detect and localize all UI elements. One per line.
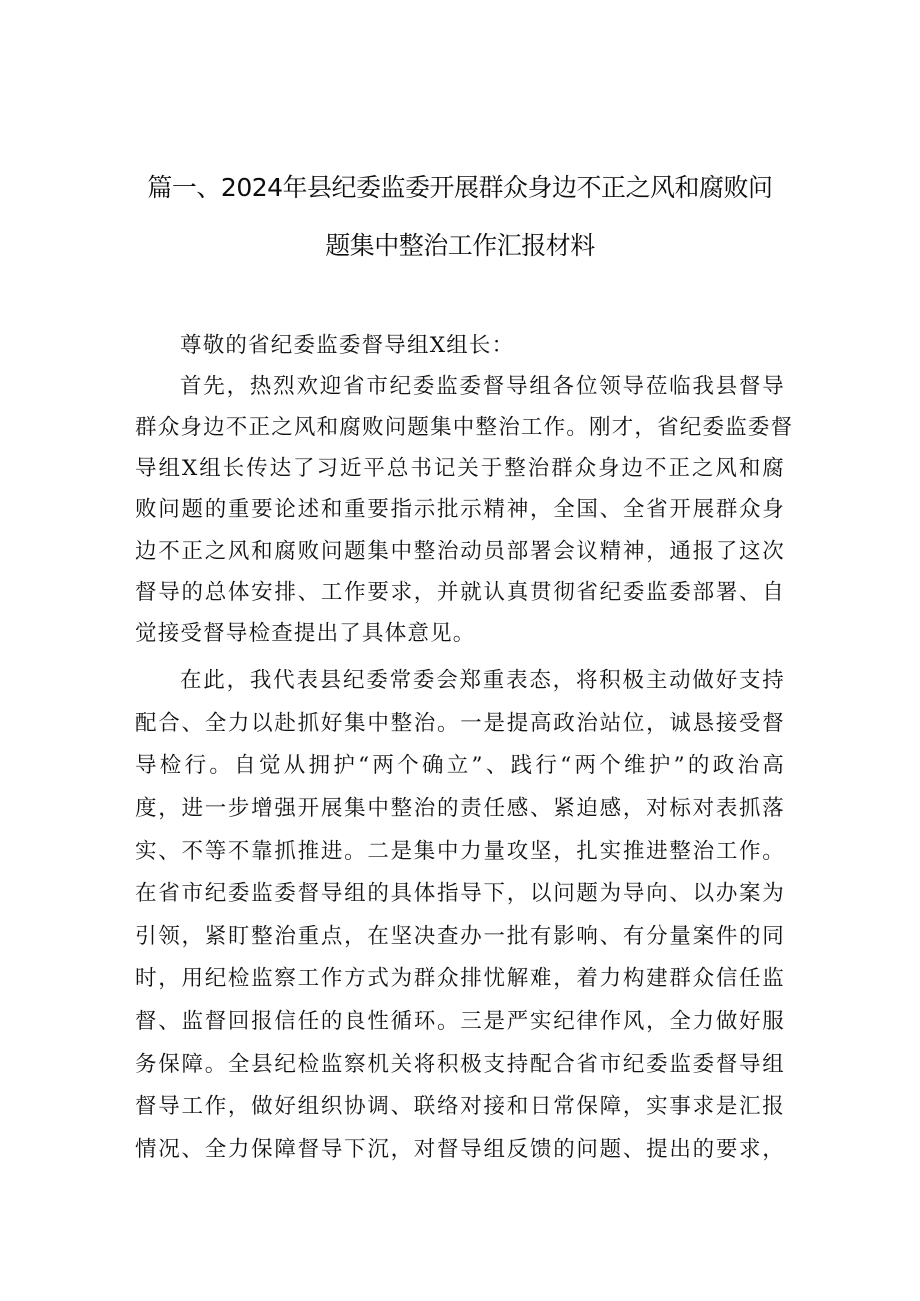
- document-title-line-2: 题集中整治工作汇报材料: [325, 231, 595, 260]
- paragraph-1-line: 败问题的重要论述和重要指示批示精神，全国、全省开展群众身: [135, 497, 785, 522]
- document-title-line-1: 篇一、2024年县纪委监委开展群众身边不正之风和腐败问: [147, 173, 773, 202]
- paragraph-1-line: 首先，热烈欢迎省市纪委监委督导组各位领导莅临我县督导: [180, 374, 785, 399]
- paragraph-2-line: 时，用纪检监察工作方式为群众排忧解难，着力构建群众信任监: [135, 966, 785, 991]
- paragraph-2-line: 督、监督回报信任的良性循环。三是严实纪律作风，全力做好服: [135, 1009, 785, 1034]
- paragraph-2-line: 实、不等不靠抓推进。二是集中力量攻坚，扎实推进整治工作。: [135, 839, 785, 864]
- paragraph-2-line: 在省市纪委监委督导组的具体指导下，以问题为导向、以办案为: [135, 881, 785, 906]
- paragraph-1-line: 觉接受督导检查提出了具体意见。: [135, 621, 476, 646]
- paragraph-1-line: 导组X组长传达了习近平总书记关于整治群众身边不正之风和腐: [135, 456, 785, 481]
- paragraph-1-line: 边不正之风和腐败问题集中整治动员部署会议精神，通报了这次: [135, 539, 785, 564]
- paragraph-2-line: 在此，我代表县纪委常委会郑重表态，将积极主动做好支持: [180, 668, 785, 693]
- paragraph-2-line: 务保障。全县纪检监察机关将积极支持配合省市纪委监委督导组: [135, 1052, 785, 1077]
- paragraph-2-line: 情况、全力保障督导下沉，对督导组反馈的问题、提出的要求，: [135, 1137, 785, 1162]
- paragraph-1-line: 督导的总体安排、工作要求，并就认真贯彻省纪委监委部署、自: [135, 580, 785, 605]
- paragraph-1-line: 群众身边不正之风和腐败问题集中整治工作。刚才，省纪委监委督: [135, 415, 794, 440]
- paragraph-2-line: 导检行。自觉从拥护“两个确立”、践行“两个维护”的政治高: [135, 753, 785, 778]
- paragraph-2-line: 引领，紧盯整治重点，在坚决查办一批有影响、有分量案件的同: [135, 924, 785, 949]
- paragraph-2-line: 配合、全力以赴抓好集中整治。一是提高政治站位，诚恳接受督: [135, 711, 785, 736]
- paragraph-2-line: 度，进一步增强开展集中整治的责任感、紧迫感，对标对表抓落: [135, 796, 785, 821]
- paragraph-2-line: 督导工作，做好组织协调、联络对接和日常保障，实事求是汇报: [135, 1094, 785, 1119]
- salutation: 尊敬的省纪委监委督导组X组长：: [180, 333, 515, 358]
